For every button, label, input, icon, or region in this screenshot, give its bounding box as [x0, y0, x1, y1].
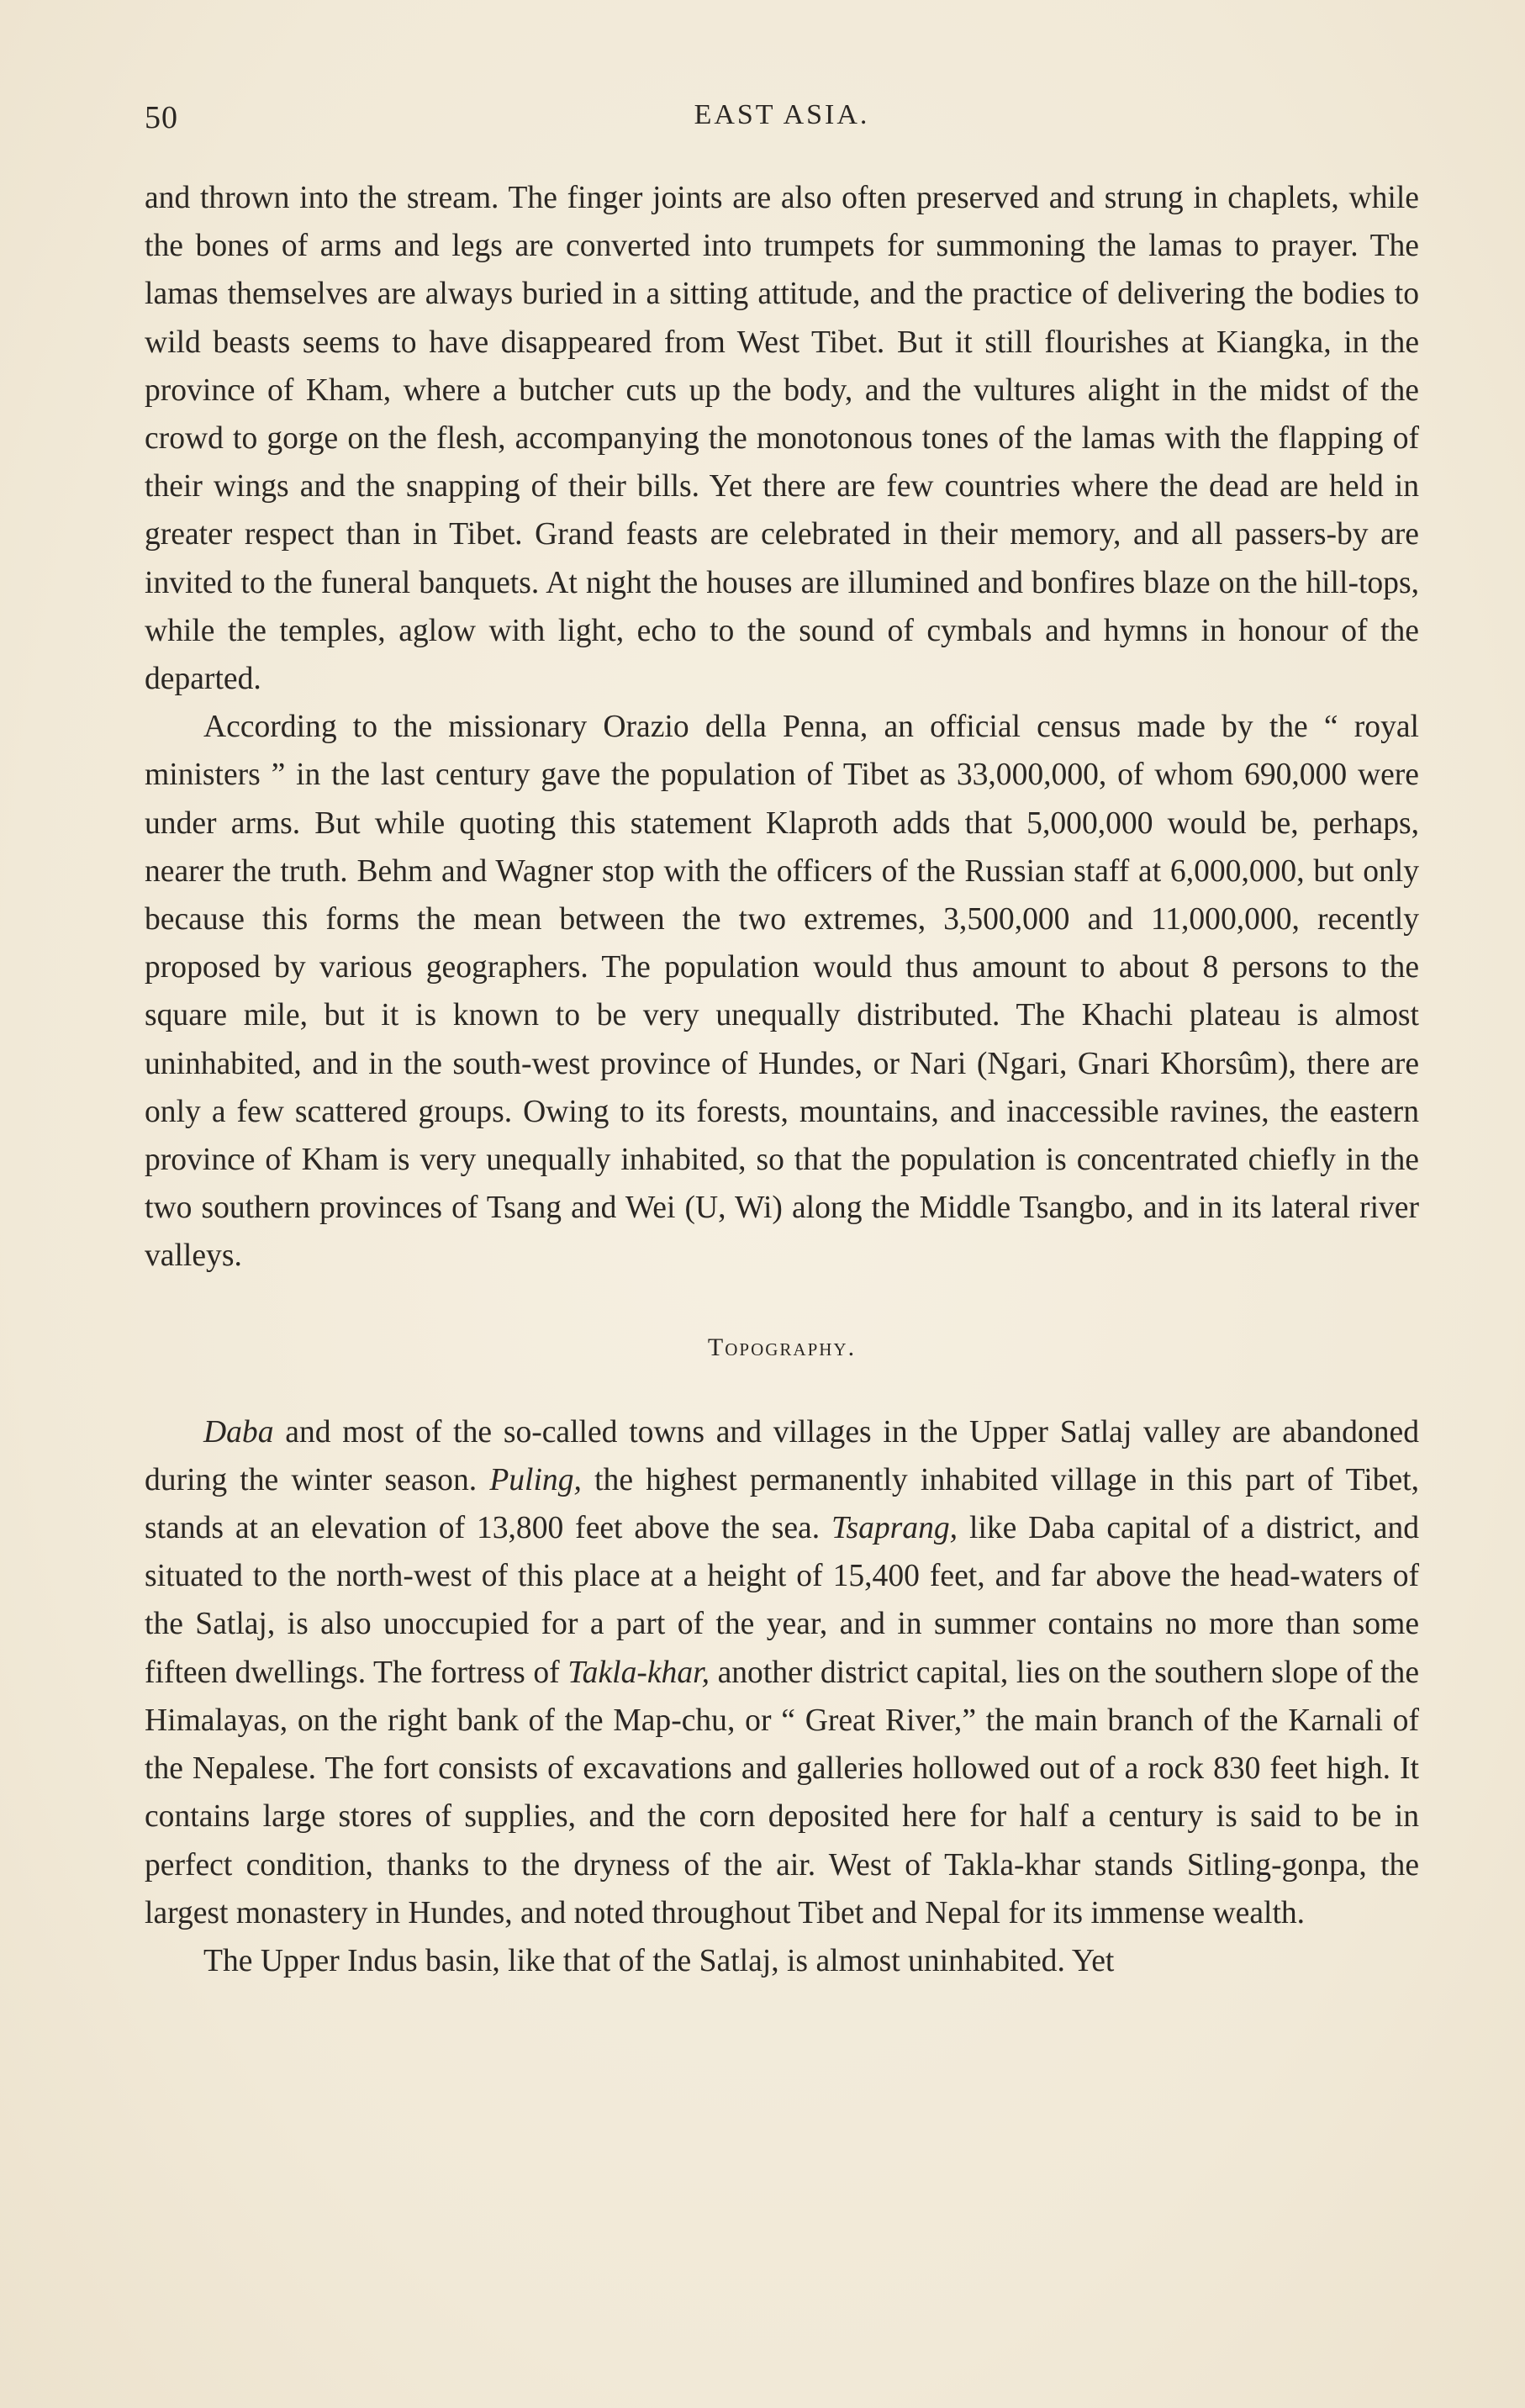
- paragraph-topography: [145, 1408, 1419, 1937]
- text-segment: the highest permanently inhabited village in this part of Tibet, stands at an elevation of 13,800 feet above the sea.: [145, 1462, 1419, 1546]
- paragraph-population: According to the missionary Orazio della Penna, an official census made by the “ royal ministers ” in the last century gave the population of Tibet as 33,000,000, of whom 690,000 were under arms. But while quoting this statement Klaproth adds that 5,000,000 would be, perhaps, nearer the truth. Behm and Wagner stop with the officers of the Russian staff at 6,000,000, but only because this forms the mean between the two extremes, 3,500,000 and 11,000,000, recently proposed by various geographers. The population would thus amount to about 8 persons to the square mile, but it is known to be very unequally distributed. The Khachi plateau is almost uninhabited, and in the south-west province of Hundes, or Nari (Ngari, Gnari Khorsûm), there are only a few scattered groups. Owing to its forests, mountains, and inaccessible ravines, the eastern province of Kham is very unequally inhabited, so that the population is concentrated chiefly in the two southern provinces of Tsang and Wei (U, Wi) along the Middle Tsangbo, and in its lateral river valleys.: [145, 710, 1419, 1274]
- place-name-puling: Puling,: [489, 1462, 582, 1497]
- paragraph-upper-indus: The Upper Indus basin, like that of the Satlaj, is almost uninhabited. Yet: [203, 1943, 1115, 1978]
- place-name-takla-khar: Takla-khar,: [567, 1655, 710, 1690]
- page-number: 50: [145, 100, 178, 135]
- body-text: [145, 174, 1419, 1985]
- section-heading-topography: Topography.: [707, 1333, 857, 1361]
- running-head: [145, 99, 1419, 150]
- paragraph-burial-customs: and thrown into the stream. The finger joints are also often preserved and strung in chaplets, while the bones of arms and legs are converted into trumpets for summoning the lamas to prayer. The lamas themselves are always buried in a sitting attitude, and the practice of delivering the bodies to wild beasts seems to have disappeared from West Tibet. But it still flourishes at Kiangka, in the province of Kham, where a butcher cuts up the body, and the vultures alight in the midst of the crowd to gorge on the flesh, accompanying the monotonous tones of the lamas with the flapping of their wings and the snapping of their bills. Yet there are few countries where the dead are held in greater respect than in Tibet. Grand feasts are celebrated in their memory, and all passers-by are invited to the funeral banquets. At night the houses are illumined and bonfires blaze on the hill-tops, while the temples, aglow with light, echo to the sound of cymbals and hymns in honour of the departed.: [145, 181, 1419, 697]
- place-name-tsaprang: Tsaprang,: [831, 1511, 958, 1546]
- running-title: EAST ASIA.: [694, 99, 870, 130]
- place-name-daba: Daba: [203, 1414, 274, 1450]
- text-segment: and most of the so-called towns and villages in the Upper Satlaj valley are abandoned during the winter season.: [145, 1414, 1419, 1497]
- text-segment: like Daba capital of a district, and situated to the north-west of this place at a height of 15,400 feet, and far above the head-waters of the Satlaj, is also unoccupied for a part of the year, and in summer contains no more than some fifteen dwellings. The fortress of: [145, 1511, 1419, 1690]
- text-segment: another district capital, lies on the southern slope of the Himalayas, on the right bank of the Map-chu, or “ Great River,” the main branch of the Karnali of the Nepalese. The fort consists of excavations and galleries hollowed out of a rock 830 feet high. It contains large stores of supplies, and the corn deposited here for half a century is said to be in perfect condition, thanks to the dryness of the air. West of Takla-khar stands Sitling-gonpa, the largest monastery in Hundes, and noted throughout Tibet and Nepal for its immense wealth.: [145, 1655, 1419, 1930]
